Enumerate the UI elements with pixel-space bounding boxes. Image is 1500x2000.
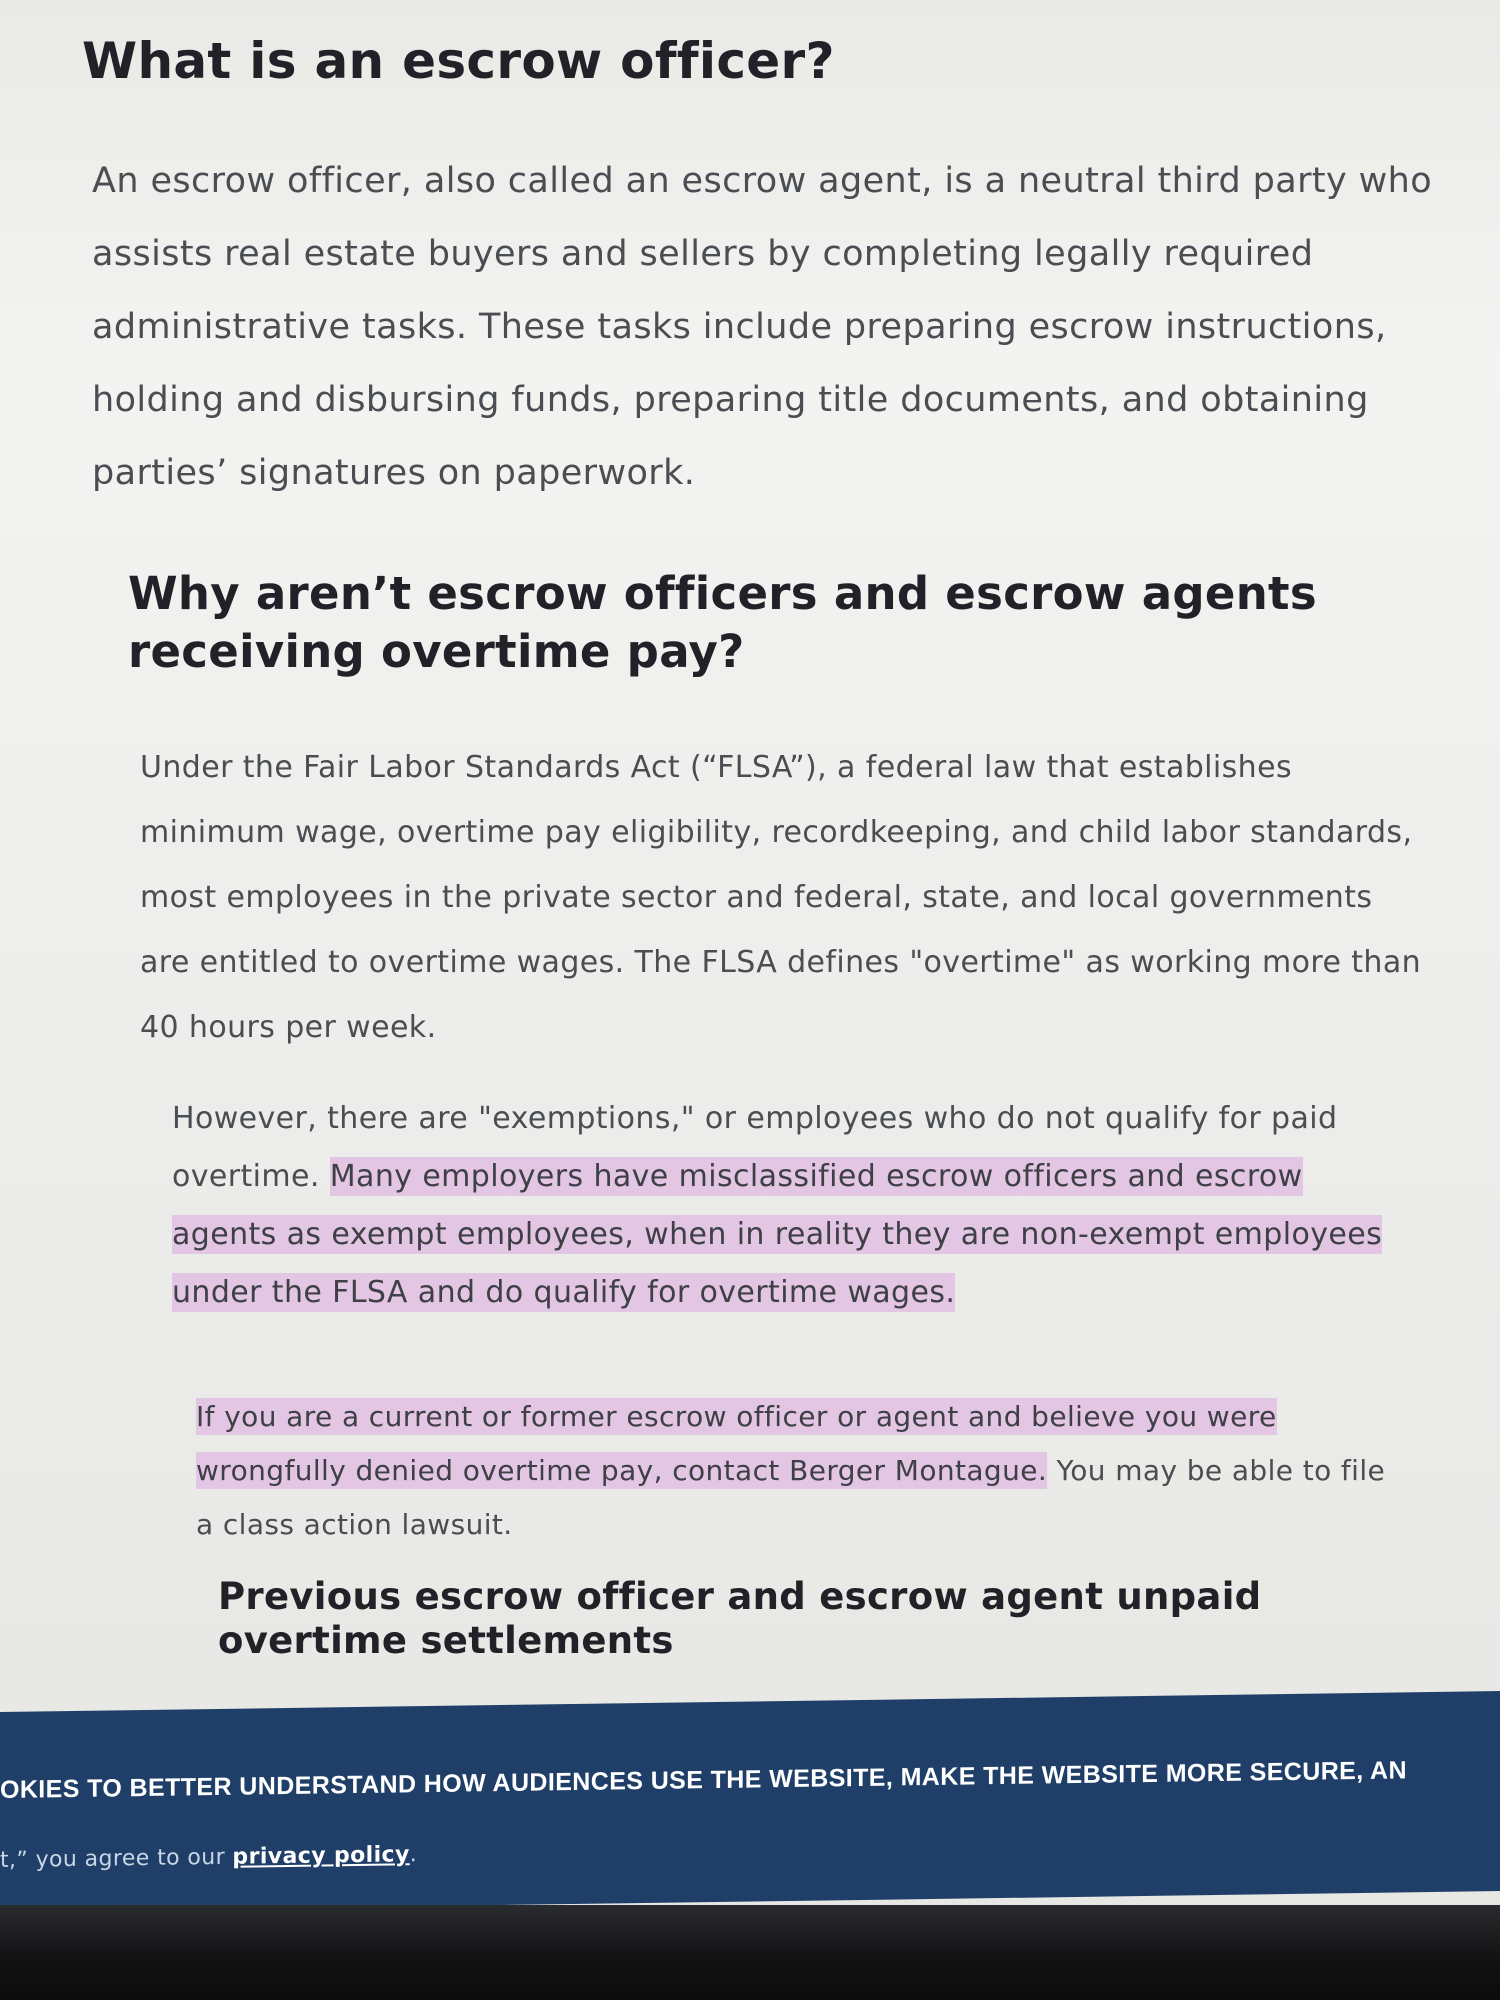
highlighted-misclassification-text: Many employers have misclassified escrow officers and escrow agents as exempt employees, when in reality they are non-exempt employees under the FLSA and do qualify for overtime wages. (172, 1159, 1383, 1310)
highlighted-contact-text: If you are a current or former escrow officer or agent and believe you were wrongfully denied overtime pay, contact Berger Montague. (196, 1400, 1277, 1487)
heading-why-no-overtime: Why aren’t escrow officers and escrow agents receiving overtime pay? (128, 567, 1317, 678)
paragraph-escrow-officer-definition: An escrow officer, also called an escrow agent, is a neutral third party who assists real estate buyers and sellers by completing legally required administrative tasks. These tasks include preparing escrow instructions, holding and disbursing funds, preparing title documents, and obtaining parties’ signatures on paperwork. (92, 161, 1433, 493)
heading-previous-settlements: Previous escrow officer and escrow agent unpaid overtime settlements (218, 1575, 1262, 1662)
paragraph-contact-berger-montague (196, 1390, 1386, 1552)
cookie-banner-message: OKIES TO BETTER UNDERSTAND HOW AUDIENCES USE THE WEBSITE, MAKE THE WEBSITE MORE SECURE, AN (0, 1756, 1407, 1804)
paragraph-exemptions (172, 1090, 1412, 1322)
cookie-consent-banner (0, 1691, 1500, 1912)
class-action-text: You may be able to file a class action lawsuit. (196, 1454, 1386, 1541)
cookie-agree-text: t,” you agree to our (0, 1844, 233, 1873)
cookie-agree-suffix: . (409, 1842, 418, 1868)
monitor-bezel (0, 1905, 1500, 2000)
heading-what-is-escrow-officer: What is an escrow officer? (82, 32, 835, 90)
paragraph-flsa-overview: Under the Fair Labor Standards Act (“FLSA”), a federal law that establishes minimum wage, overtime pay eligibility, recordkeeping, and child labor standards, most employees in the private sector and federal, state, and local governments are entitled to overtime wages. The FLSA defines "overtime" as working more than 40 hours per week. (140, 750, 1422, 1045)
cookie-agree-line (0, 1842, 417, 1873)
privacy-policy-link[interactable]: privacy policy (232, 1842, 410, 1870)
exemptions-text: However, there are "exemptions," or employees who do not qualify for paid overtime. (172, 1101, 1338, 1194)
